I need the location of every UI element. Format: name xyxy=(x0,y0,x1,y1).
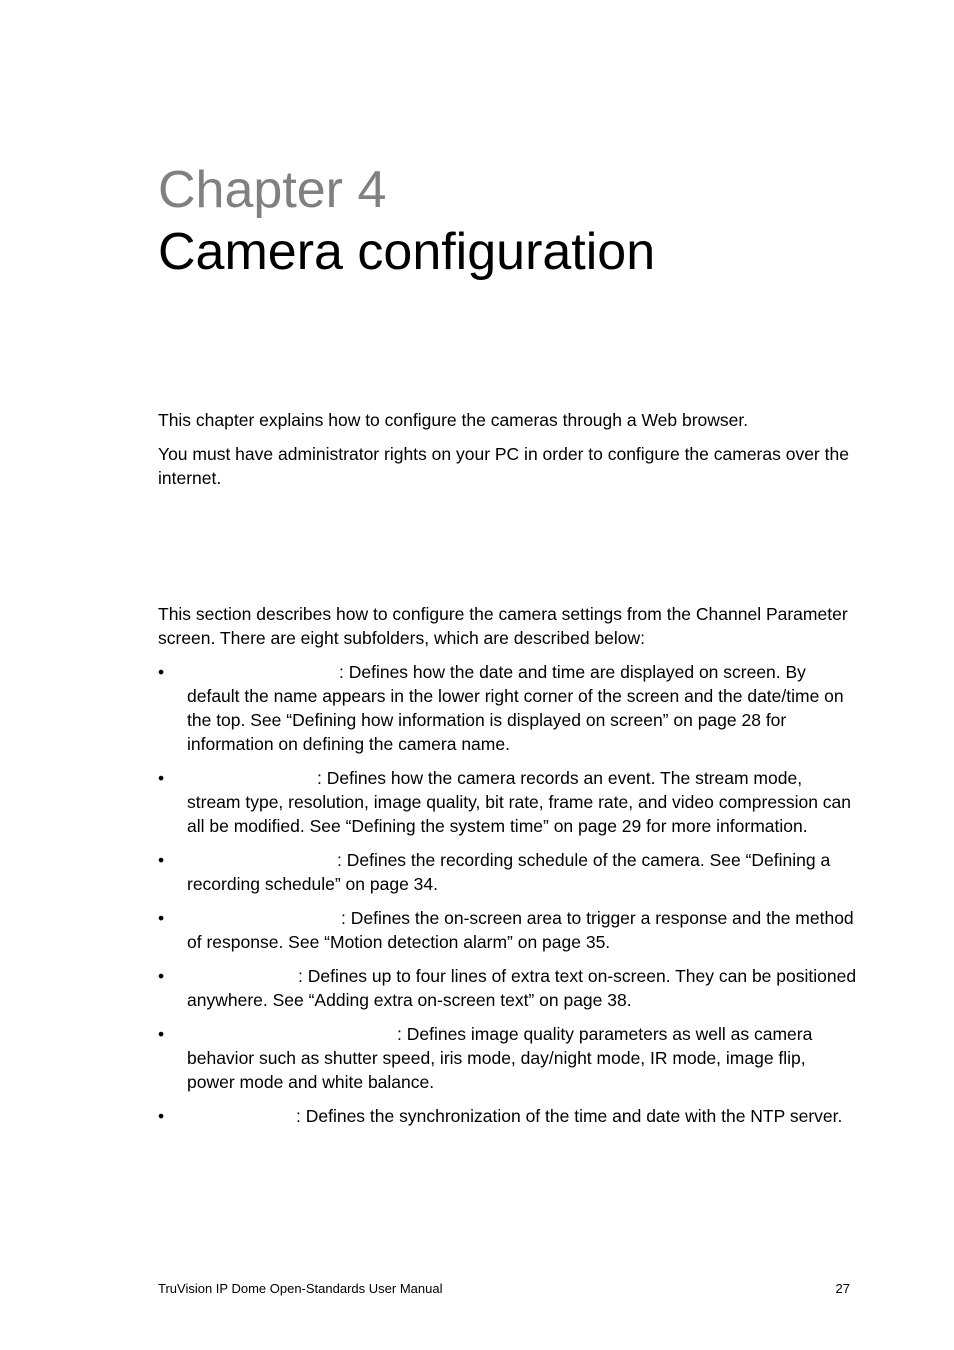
list-item-text: : Defines the synchronization of the time and date with the NTP server. xyxy=(296,1106,843,1126)
term-blank xyxy=(187,1121,296,1122)
bullet-icon: • xyxy=(158,966,165,986)
list-item-text: : Defines how the date and time are displayed on screen. By default the name appears in the lower right corner of the screen and the date/time on the top. See “Defining how information is displayed on screen” on page 28 for information on defining the camera name. xyxy=(187,662,844,754)
list-item-text: : Defines up to four lines of extra text on-screen. They can be positioned anywhere. See “Adding extra on-screen text” on page 38. xyxy=(187,966,857,1010)
bullet-icon: • xyxy=(158,768,165,788)
subfolder-list xyxy=(158,660,858,1138)
term-blank xyxy=(187,1039,397,1040)
chapter-title: Camera configuration xyxy=(158,223,656,281)
list-item xyxy=(158,964,858,1012)
bullet-icon: • xyxy=(158,1106,165,1126)
footer-manual-title: TruVision IP Dome Open-Standards User Manual xyxy=(158,1281,443,1296)
footer-page-number: 27 xyxy=(835,1281,850,1296)
list-item xyxy=(158,766,858,838)
list-item xyxy=(158,848,858,896)
section-intro-paragraph: This section describes how to configure the camera settings from the Channel Parameter screen. There are eight subfolders, which are described below: xyxy=(158,604,848,648)
term-blank xyxy=(187,783,317,784)
chapter-number: Chapter 4 xyxy=(158,161,387,219)
term-blank xyxy=(187,981,298,982)
intro-paragraph-2: You must have administrator rights on your PC in order to configure the cameras over the internet. xyxy=(158,444,849,488)
list-item xyxy=(158,906,858,954)
term-blank xyxy=(187,677,339,678)
list-item-text: : Defines the on-screen area to trigger a response and the method of response. See “Motion detection alarm” on page 35. xyxy=(187,908,854,952)
list-item xyxy=(158,1022,858,1094)
list-item xyxy=(158,1104,858,1128)
list-item-text: : Defines how the camera records an event. The stream mode, stream type, resolution, image quality, bit rate, frame rate, and video compression can all be modified. See “Defining the system time” on page 29 for more information. xyxy=(187,768,852,836)
list-item-text: : Defines the recording schedule of the camera. See “Defining a recording schedule” on page 34. xyxy=(187,850,831,894)
bullet-icon: • xyxy=(158,850,165,870)
list-item xyxy=(158,660,858,756)
bullet-icon: • xyxy=(158,908,165,928)
bullet-icon: • xyxy=(158,1024,165,1044)
intro-paragraph-1: This chapter explains how to configure the cameras through a Web browser. xyxy=(158,410,749,430)
bullet-icon: • xyxy=(158,662,165,682)
list-item-text: : Defines image quality parameters as well as camera behavior such as shutter speed, iris mode, day/night mode, IR mode, image flip, power mode and white balance. xyxy=(187,1024,813,1092)
term-blank xyxy=(187,923,341,924)
term-blank xyxy=(187,865,337,866)
